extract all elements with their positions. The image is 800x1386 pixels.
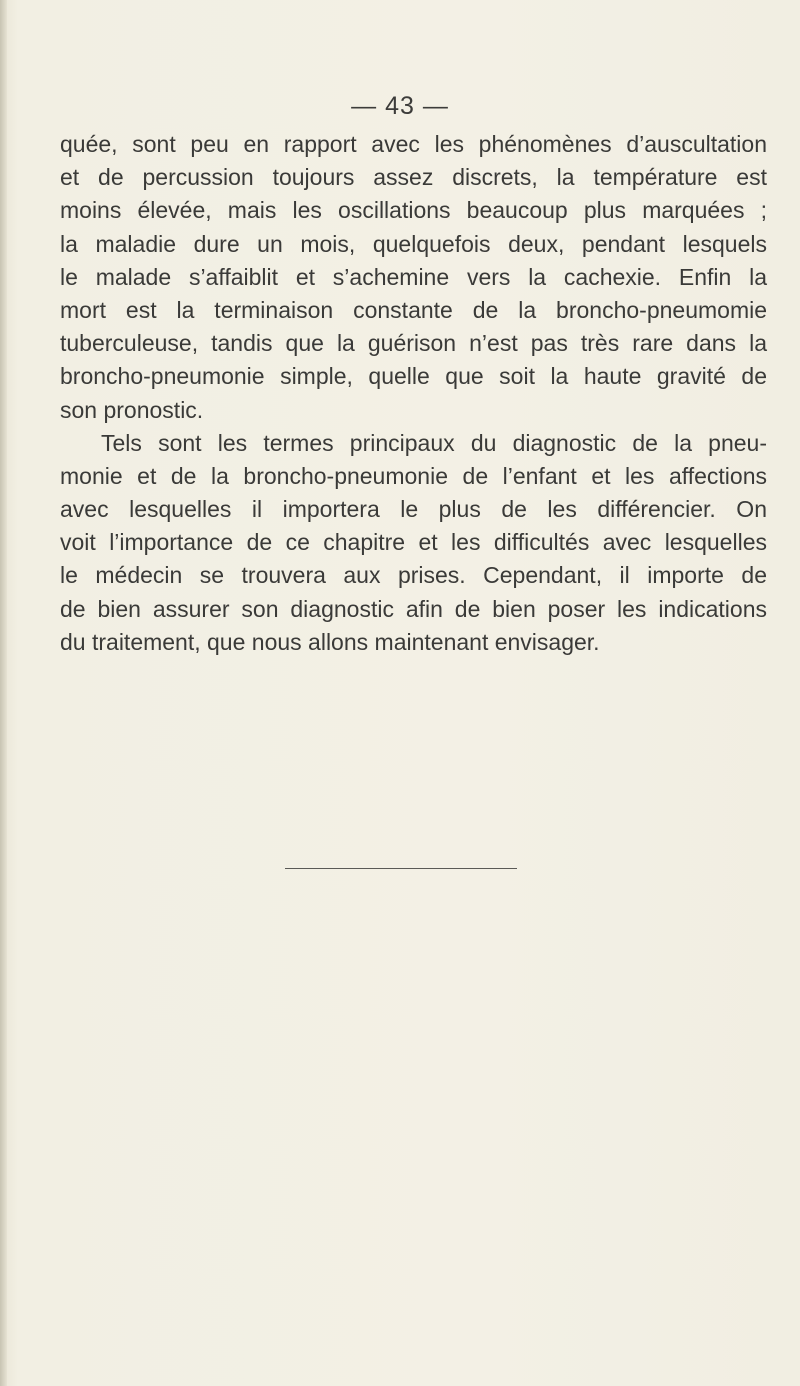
body-text: [60, 128, 767, 659]
text-line: quée, sont peu en rapport avec les phénomènes d’auscultation: [60, 131, 767, 157]
text-line: mort est la terminaison constante de la broncho-pneumomie: [60, 296, 767, 323]
text-line: broncho-pneumonie simple, quelle que soit la haute gravité de: [60, 363, 767, 390]
paragraph-1: [60, 128, 767, 427]
text-line: son pronostic.: [60, 396, 204, 423]
text-line: et de percussion toujours assez discrets, la température est: [60, 164, 767, 191]
text-line: moins élevée, mais les oscillations beaucoup plus marquées ;: [60, 197, 767, 224]
text-line: Tels sont les termes principaux du diagnostic de la pneu-: [101, 429, 767, 456]
paragraph-2: [60, 427, 767, 659]
text-line: tuberculeuse, tandis que la guérison n’est pas très rare dans la: [60, 330, 767, 357]
text-line: la maladie dure un mois, quelquefois deux, pendant lesquels: [60, 230, 767, 257]
text-line: monie et de la broncho-pneumonie de l’enfant et les affections: [60, 462, 767, 489]
page-number: — 43 —: [351, 92, 449, 120]
text-line: le médecin se trouvera aux prises. Cependant, il importe de: [60, 562, 767, 589]
text-line: du traitement, que nous allons maintenant envisager.: [60, 628, 600, 655]
section-divider: [285, 868, 517, 869]
text-line: avec lesquelles il importera le plus de les différencier. On: [60, 496, 767, 523]
binding-edge: [0, 0, 7, 1386]
text-line: de bien assurer son diagnostic afin de bien poser les indications: [60, 595, 767, 622]
text-line: voit l’importance de ce chapitre et les difficultés avec lesquelles: [60, 529, 767, 556]
text-line: le malade s’affaiblit et s’achemine vers la cachexie. Enfin la: [60, 263, 767, 290]
